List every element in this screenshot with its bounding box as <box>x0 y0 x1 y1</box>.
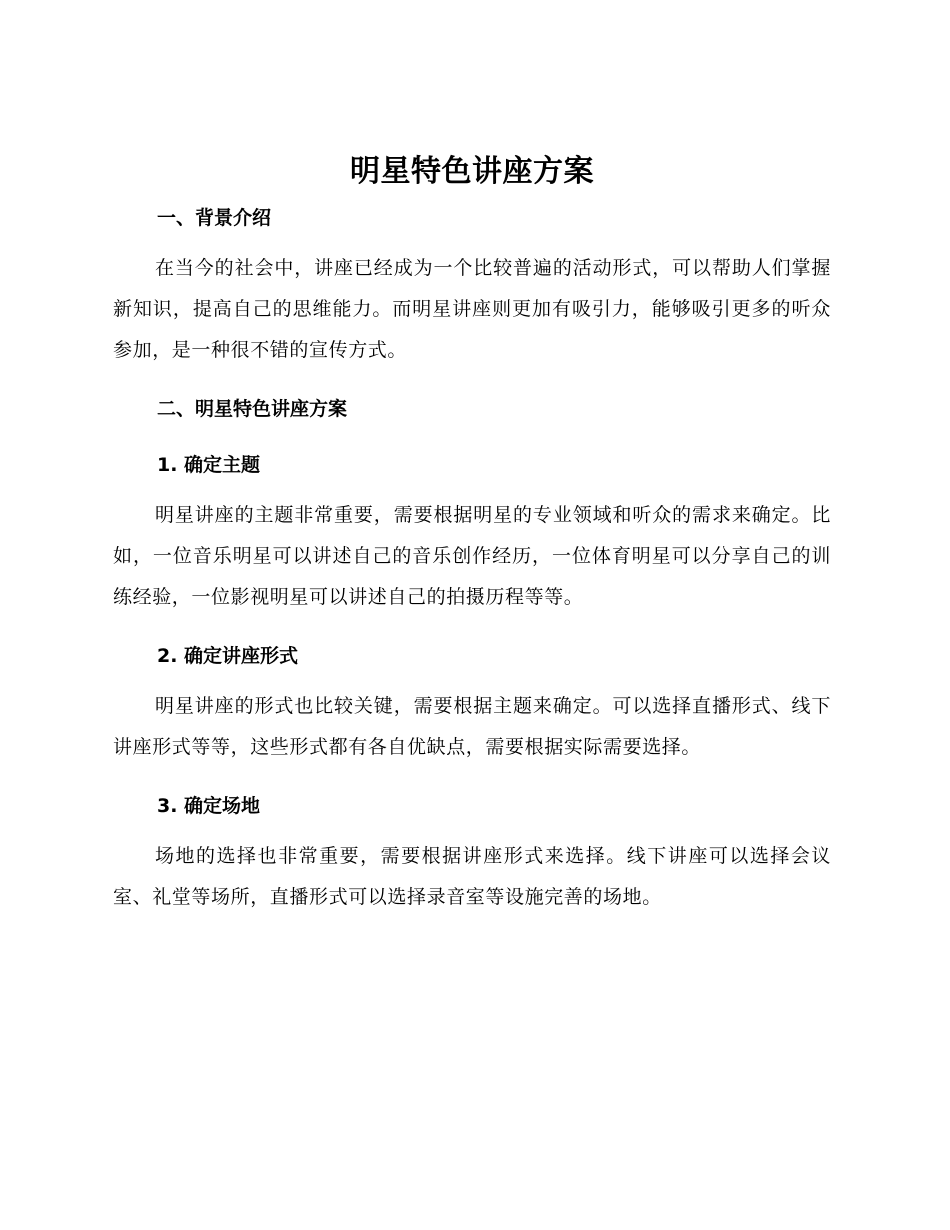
paragraph-topic: 明星讲座的主题非常重要，需要根据明星的专业领域和听众的需求来确定。比如，一位音乐明星可以讲述自己的音乐创作经历，一位体育明星可以分享自己的训练经验，一位影视明星可以讲述自己的拍摄历程等等。 <box>113 504 831 608</box>
subheading-topic: 1. 确定主题 <box>157 454 261 476</box>
subheading-venue: 3. 确定场地 <box>157 795 261 817</box>
paragraph-background: 在当今的社会中，讲座已经成为一个比较普遍的活动形式，可以帮助人们掌握新知识，提高自己的思维能力。而明星讲座则更加有吸引力，能够吸引更多的听众参加，是一种很不错的宣传方式。 <box>113 257 831 361</box>
section-heading-plan: 二、明星特色讲座方案 <box>157 398 348 420</box>
paragraph-format: 明星讲座的形式也比较关键，需要根据主题来确定。可以选择直播形式、线下讲座形式等等，这些形式都有各自优缺点，需要根据实际需要选择。 <box>113 695 831 758</box>
document-page <box>113 148 831 918</box>
paragraph-venue: 场地的选择也非常重要，需要根据讲座形式来选择。线下讲座可以选择会议室、礼堂等场所，直播形式可以选择录音室等设施完善的场地。 <box>113 845 831 908</box>
section-heading-background: 一、背景介绍 <box>157 207 272 229</box>
subheading-format: 2. 确定讲座形式 <box>157 645 299 667</box>
document-title: 明星特色讲座方案 <box>350 154 594 189</box>
